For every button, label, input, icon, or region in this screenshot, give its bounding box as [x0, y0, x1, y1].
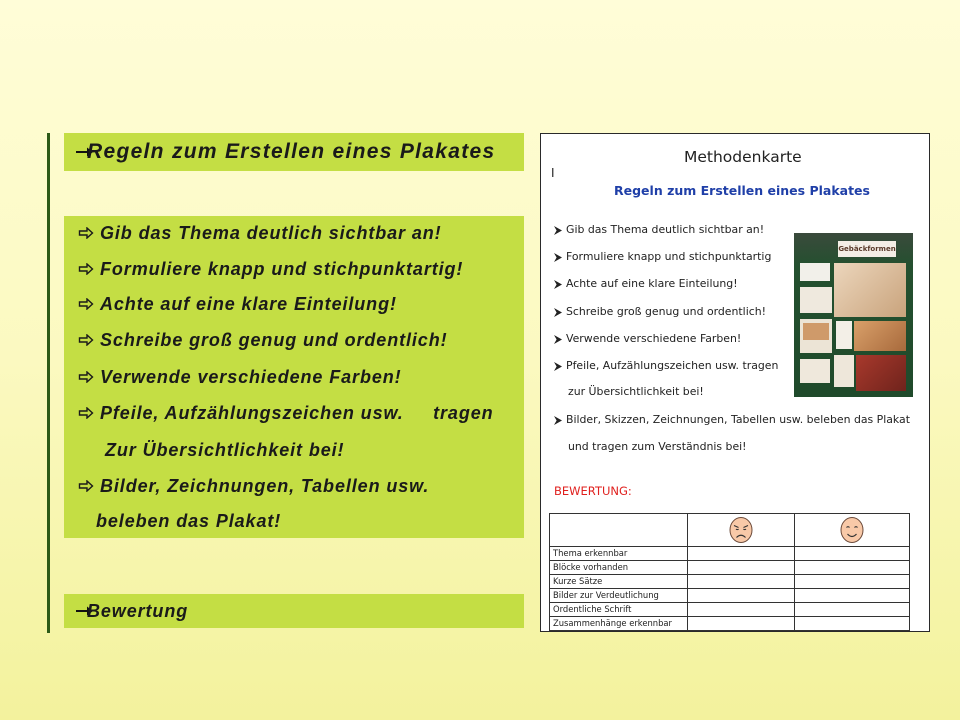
rule-continuation — [96, 511, 281, 531]
smiling-face-icon — [839, 516, 865, 544]
rule-text: Verwende verschiedene Farben! — [100, 367, 402, 387]
table-row — [550, 547, 910, 561]
card-heading: Methodenkarte — [684, 148, 802, 166]
rule-continuation — [105, 440, 344, 460]
vertical-rule-line — [47, 133, 50, 633]
card-list-item — [554, 304, 766, 320]
rating-header-row — [550, 514, 910, 547]
rating-header-blank — [550, 514, 688, 547]
outline-right-arrow-icon — [78, 227, 94, 239]
frowning-face-icon — [728, 516, 754, 544]
card-list-item — [554, 331, 741, 347]
card-list-item — [554, 358, 778, 374]
outline-right-arrow-icon — [78, 407, 94, 419]
arrowhead-bullet-icon — [554, 280, 562, 289]
heading-bar — [64, 133, 524, 171]
card-marker: I — [551, 166, 555, 180]
poster-title-text: Gebäckformen — [838, 245, 896, 253]
criterion-label: Kurze Sätze — [550, 575, 688, 589]
outline-right-arrow-icon — [78, 371, 94, 383]
card-list-item — [554, 249, 771, 265]
rating-cell — [688, 589, 795, 603]
rule-item — [78, 330, 448, 350]
arrowhead-bullet-icon — [554, 416, 562, 425]
poster-card — [834, 355, 854, 387]
card-list-item — [554, 412, 910, 428]
arrowhead-bullet-icon — [554, 226, 562, 235]
rating-table — [549, 513, 910, 631]
poster-card — [800, 359, 830, 383]
evaluation-bar — [64, 594, 524, 628]
table-row — [550, 589, 910, 603]
rating-cell — [688, 603, 795, 617]
card-item-text: Formuliere knapp und stichpunktartig — [566, 250, 772, 263]
poster-picture — [854, 321, 906, 351]
arrowhead-bullet-icon — [554, 335, 562, 344]
rule-item — [78, 476, 429, 496]
criterion-label: Bilder zur Verdeutlichung — [550, 589, 688, 603]
card-title: Regeln zum Erstellen eines Plakates — [614, 183, 870, 198]
rating-cell — [795, 589, 910, 603]
card-list-continuation — [568, 439, 747, 455]
poster-card — [800, 287, 832, 313]
slide-title: Regeln zum Erstellen eines Plakates — [87, 140, 496, 163]
rating-cell — [688, 561, 795, 575]
rule-text: Gib das Thema deutlich sichtbar an! — [100, 223, 442, 243]
outline-right-arrow-icon — [78, 298, 94, 310]
table-row — [550, 561, 910, 575]
card-item-text: Schreibe groß genug und ordentlich! — [566, 305, 766, 318]
section-label: Bewertung — [87, 601, 189, 621]
table-row — [550, 575, 910, 589]
card-item-text: Gib das Thema deutlich sichtbar an! — [566, 223, 765, 236]
table-row — [550, 617, 910, 631]
criterion-label: Blöcke vorhanden — [550, 561, 688, 575]
rating-cell — [795, 547, 910, 561]
outline-right-arrow-icon — [78, 480, 94, 492]
card-item-text: Achte auf eine klare Einteilung! — [566, 277, 738, 290]
card-item-text: Verwende verschiedene Farben! — [566, 332, 742, 345]
arrowhead-bullet-icon — [554, 362, 562, 371]
poster-picture — [856, 355, 906, 391]
rule-text: Zur Übersichtlichkeit bei! — [105, 440, 345, 460]
rule-text: beleben das Plakat! — [96, 511, 282, 531]
rule-item — [78, 367, 402, 387]
poster-title-label — [838, 241, 896, 257]
rule-item — [78, 259, 463, 279]
rating-cell — [688, 575, 795, 589]
poster-picture — [834, 263, 906, 317]
rating-header-frown — [688, 514, 795, 547]
rule-text: Formuliere knapp und stichpunktartig! — [100, 259, 464, 279]
criterion-label: Ordentliche Schrift — [550, 603, 688, 617]
rules-list — [64, 216, 524, 538]
card-list-item — [554, 222, 764, 238]
rating-cell — [795, 603, 910, 617]
poster-card — [800, 263, 830, 281]
rating-cell — [795, 617, 910, 631]
poster-photo — [794, 233, 913, 397]
method-card — [540, 133, 930, 632]
poster-picture — [803, 323, 829, 340]
rule-text: Bilder, Zeichnungen, Tabellen usw. — [100, 476, 430, 496]
arrowhead-bullet-icon — [554, 253, 562, 262]
card-list-continuation — [568, 384, 704, 400]
rule-text: Pfeile, Aufzählungszeichen usw. tragen — [100, 403, 494, 423]
rating-cell — [688, 547, 795, 561]
outline-right-arrow-icon — [78, 263, 94, 275]
arrowhead-bullet-icon — [554, 308, 562, 317]
rating-cell — [795, 561, 910, 575]
criterion-label: Thema erkennbar — [550, 547, 688, 561]
poster-card — [836, 321, 852, 349]
criterion-label: Zusammenhänge erkennbar — [550, 617, 688, 631]
table-row — [550, 603, 910, 617]
rating-cell — [795, 575, 910, 589]
rule-text: Achte auf eine klare Einteilung! — [100, 294, 397, 314]
rule-item — [78, 294, 397, 314]
card-item-text: und tragen zum Verständnis bei! — [568, 440, 747, 453]
card-item-text: Pfeile, Aufzählungszeichen usw. tragen — [566, 359, 779, 372]
rule-item — [78, 403, 494, 423]
rating-header-smile — [795, 514, 910, 547]
rating-cell — [688, 617, 795, 631]
card-list-item — [554, 276, 738, 292]
card-item-text: zur Übersichtlichkeit bei! — [568, 385, 704, 398]
outline-right-arrow-icon — [78, 334, 94, 346]
rating-label: BEWERTUNG: — [554, 484, 632, 498]
rule-item — [78, 223, 442, 243]
rule-text: Schreibe groß genug und ordentlich! — [100, 330, 448, 350]
card-item-text: Bilder, Skizzen, Zeichnungen, Tabellen usw. beleben das Plakat — [566, 413, 910, 426]
